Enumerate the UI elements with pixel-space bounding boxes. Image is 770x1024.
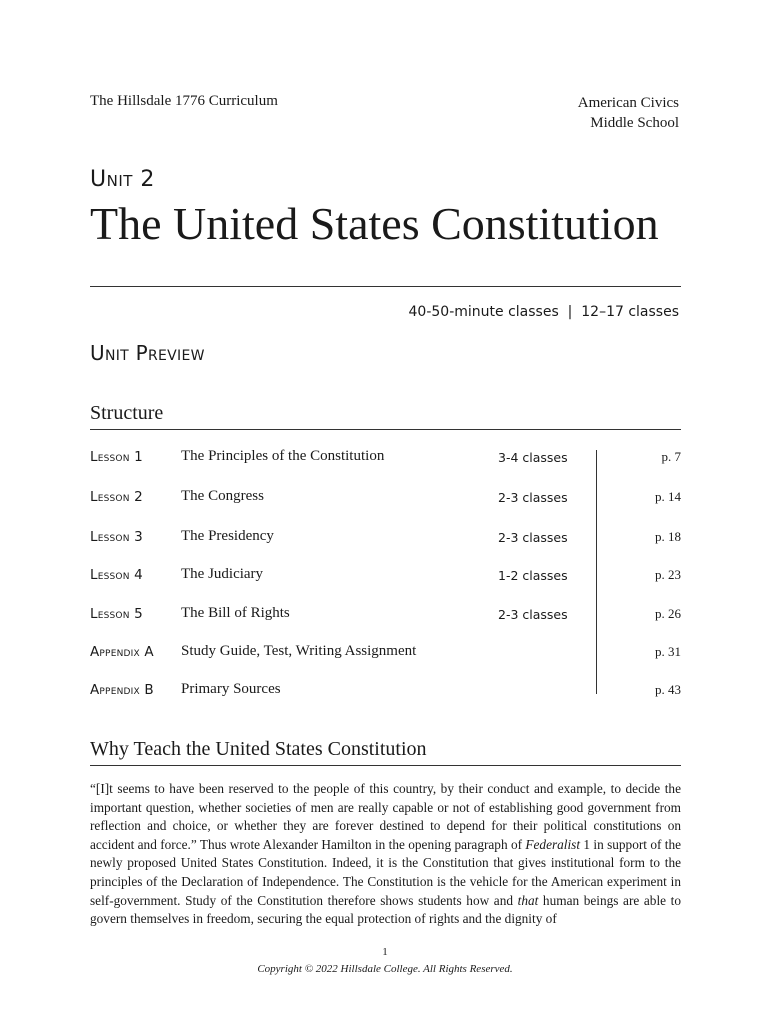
page-number: 1 [382,946,388,958]
row-label: Appendix A [90,644,154,660]
row-label: Lesson 3 [90,529,143,545]
structure-heading: Structure [90,402,164,424]
row-title: The Presidency [181,528,274,544]
structure-row [90,489,681,509]
row-page: p. 23 [655,567,681,582]
row-page: p. 18 [655,529,681,544]
unit-label: Unit 2 [90,167,155,192]
structure-row [90,567,681,587]
table-vertical-divider [596,450,597,694]
structure-row [90,682,681,702]
row-title: The Bill of Rights [181,605,290,621]
copyright: Copyright © 2022 Hillsdale College. All Rights Reserved. [257,963,513,975]
row-label: Lesson 4 [90,567,143,583]
row-page: p. 7 [661,449,681,464]
row-duration: 3-4 classes [498,450,568,465]
paragraph-text: “[I]t seems to have been reserved to the people of this country, by their conduct and example, to decide the important question, whether societies of men are really capable or not of establishing good government from reflection and choice, or whether they are forever destined to depend for their political constitutions on accident and force.” Thus wrote Alexander Hamilton in the opening paragraph of [90,781,681,852]
paragraph-text: human beings are able to govern themselves in freedom, securing the equal protection of rights and the dignity of [90,892,682,927]
structure-row [90,449,681,469]
row-page: p. 14 [655,489,681,504]
row-duration: 2-3 classes [498,490,568,505]
unit-preview-heading: Unit Preview [90,341,205,365]
row-title: The Congress [181,488,264,504]
paragraph-italic: that [517,892,539,908]
why-divider [90,765,681,766]
structure-row [90,606,681,626]
curriculum-title: The Hillsdale 1776 Curriculum [90,93,278,109]
row-title: Study Guide, Test, Writing Assignment [181,643,417,659]
paragraph-text: 1 in support of the newly proposed United States Constitution. Indeed, it is the Constitution that gives institutional form to the principles of the Declaration of Independence. The Constitution is the vehicle for the American experiment in self-government. Study of the Constitution therefore shows students how and [90,836,681,908]
unit-title: The United States Constitution [90,198,659,249]
row-label: Lesson 5 [90,606,143,622]
title-divider [90,286,681,287]
row-page: p. 43 [655,682,681,697]
why-heading: Why Teach the United States Constitution [90,738,427,760]
why-paragraph [90,780,681,929]
course-name: American Civics [577,95,679,111]
structure-divider [90,429,681,430]
row-page: p. 31 [655,644,681,659]
course-info [578,93,679,133]
row-label: Lesson 1 [90,449,143,465]
course-level: Middle School [590,115,679,131]
paragraph-italic: Federalist [525,836,581,852]
row-duration: 1-2 classes [498,568,568,583]
row-title: The Principles of the Constitution [181,448,385,464]
row-title: The Judiciary [181,566,264,582]
row-page: p. 26 [655,606,681,621]
structure-row [90,644,681,664]
row-duration: 2-3 classes [498,530,568,545]
structure-row [90,529,681,549]
row-label: Appendix B [90,682,154,698]
row-duration: 2-3 classes [498,607,568,622]
row-label: Lesson 2 [90,489,143,505]
row-title: Primary Sources [181,681,281,697]
classes-info: 40-50-minute classes | 12–17 classes [408,304,679,320]
